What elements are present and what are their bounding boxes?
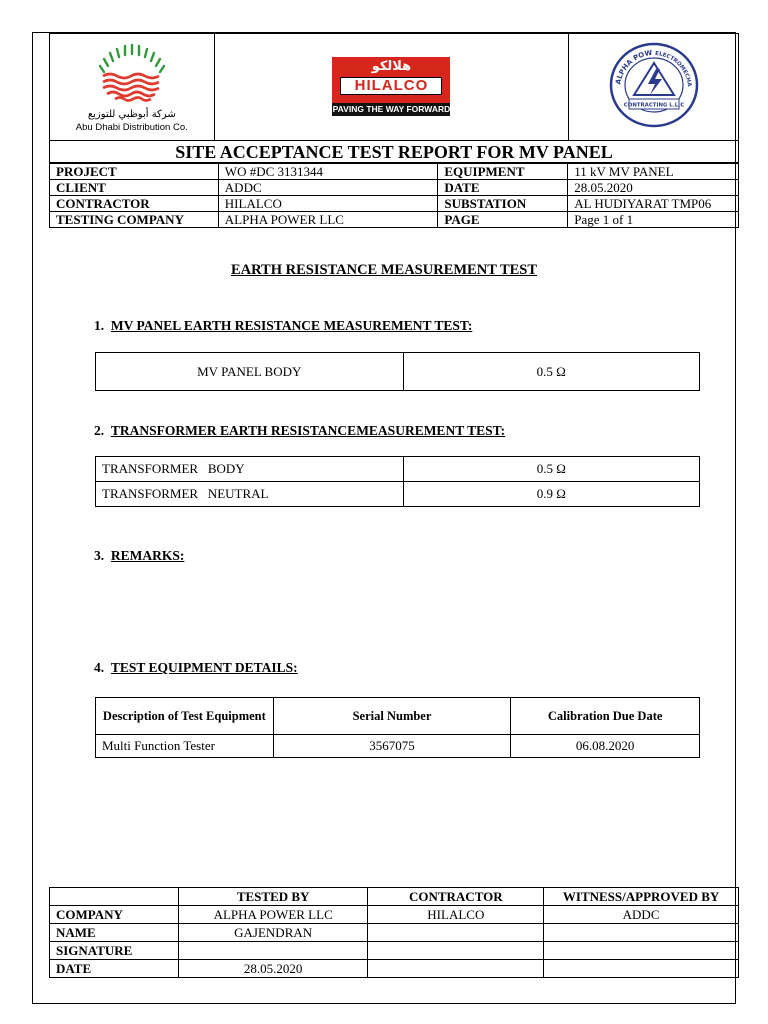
info-value: HILALCO (218, 196, 438, 212)
hilalco-name: HILALCO (340, 77, 442, 95)
table-row (50, 942, 739, 960)
s3-title: REMARKS: (110, 548, 185, 563)
addc-english-name: Abu Dhabi Distribution Co. (75, 121, 188, 133)
mv-panel-table (95, 352, 700, 391)
column-header (50, 888, 179, 906)
table-row (96, 482, 700, 507)
info-value: Page 1 of 1 (568, 212, 739, 228)
alpha-power-emblem-icon (606, 39, 702, 131)
table-row (50, 906, 739, 924)
table-header-row (50, 888, 739, 906)
info-label: CONTRACTOR (50, 196, 219, 212)
calibration-cell: 06.08.2020 (511, 735, 700, 758)
info-label: CLIENT (50, 180, 219, 196)
s1-heading (94, 318, 472, 334)
row-label: SIGNATURE (50, 942, 179, 960)
info-value: ADDC (218, 180, 438, 196)
s2-number: 2. (94, 423, 105, 438)
s2-heading (94, 423, 505, 439)
report-title: SITE ACCEPTANCE TEST REPORT FOR MV PANEL (49, 141, 739, 163)
transformer-table (95, 456, 700, 507)
column-header: Description of Test Equipment (96, 698, 274, 735)
alpha-power-logo (569, 34, 739, 141)
table-cell: 28.05.2020 (178, 960, 368, 978)
addc-logo (50, 34, 215, 141)
info-row (50, 180, 739, 196)
info-value: ALPHA POWER LLC (218, 212, 438, 228)
info-label: PROJECT (50, 164, 219, 180)
info-label: DATE (438, 180, 568, 196)
s1-title: MV PANEL EARTH RESISTANCE MEASUREMENT TEST: (110, 318, 473, 333)
table-row (96, 457, 700, 482)
info-row (50, 196, 739, 212)
info-label: EQUIPMENT (438, 164, 568, 180)
value-cell: 0.5 Ω (403, 457, 699, 482)
signature-table (49, 887, 739, 978)
table-cell: ALPHA POWER LLC (178, 906, 368, 924)
info-label: TESTING COMPANY (50, 212, 219, 228)
value-cell: 0.9 Ω (403, 482, 699, 507)
equipment-cell: Multi Function Tester (96, 735, 274, 758)
section-title: EARTH RESISTANCE MEASUREMENT TEST (230, 262, 538, 278)
alpha-ring-left-text: ALPHA POW (613, 48, 653, 85)
info-label: SUBSTATION (438, 196, 568, 212)
table-cell (368, 942, 544, 960)
row-label: NAME (50, 924, 179, 942)
s4-heading (94, 660, 298, 676)
column-header: WITNESS/APPROVED BY (544, 888, 739, 906)
info-value: WO #DC 3131344 (218, 164, 438, 180)
item-cell: TRANSFORMER NEUTRAL (96, 482, 404, 507)
row-label: COMPANY (50, 906, 179, 924)
item-cell: TRANSFORMER BODY (96, 457, 404, 482)
table-cell (544, 924, 739, 942)
addc-arabic-name: شركة أبوظبي للتوزيع (87, 108, 176, 120)
info-row (50, 164, 739, 180)
column-header: TESTED BY (178, 888, 368, 906)
info-row (50, 212, 739, 228)
logo-header (49, 33, 739, 141)
table-cell (544, 960, 739, 978)
s1-number: 1. (94, 318, 105, 333)
table-cell: GAJENDRAN (178, 924, 368, 942)
serial-cell: 3567075 (273, 735, 511, 758)
table-cell (368, 924, 544, 942)
column-header: CONTRACTOR (368, 888, 544, 906)
table-row (96, 735, 700, 758)
column-header: Calibration Due Date (511, 698, 700, 735)
info-value: 28.05.2020 (568, 180, 739, 196)
alpha-ring-right-text: ELECTROMECHA (654, 50, 692, 87)
table-cell (544, 942, 739, 960)
hilalco-arabic-name: هلالكو (371, 59, 412, 74)
item-cell: MV PANEL BODY (96, 353, 404, 391)
hilalco-logo (214, 34, 569, 141)
info-value: AL HUDIYARAT TMP06 (568, 196, 739, 212)
value-cell: 0.5 Ω (403, 353, 700, 391)
table-cell (368, 960, 544, 978)
s3-heading (94, 548, 184, 564)
s4-title: TEST EQUIPMENT DETAILS: (110, 660, 298, 675)
project-info-table (49, 163, 739, 228)
table-row (50, 960, 739, 978)
table-cell: HILALCO (368, 906, 544, 924)
s3-number: 3. (94, 548, 105, 563)
s4-number: 4. (94, 660, 105, 675)
table-header-row (96, 698, 700, 735)
column-header: Serial Number (273, 698, 511, 735)
info-label: PAGE (438, 212, 568, 228)
table-row (96, 353, 700, 391)
table-row (50, 924, 739, 942)
alpha-bottom-text: CONTRACTING L.L.C (623, 102, 684, 108)
info-value: 11 kV MV PANEL (568, 164, 739, 180)
addc-emblem-icon (95, 42, 169, 104)
row-label: DATE (50, 960, 179, 978)
table-cell: ADDC (544, 906, 739, 924)
test-equipment-table (95, 697, 700, 758)
hilalco-tagline: PAVING THE WAY FORWARD (332, 104, 451, 114)
s2-title: TRANSFORMER EARTH RESISTANCEMEASUREMENT TEST: (110, 423, 506, 438)
table-cell (178, 942, 368, 960)
